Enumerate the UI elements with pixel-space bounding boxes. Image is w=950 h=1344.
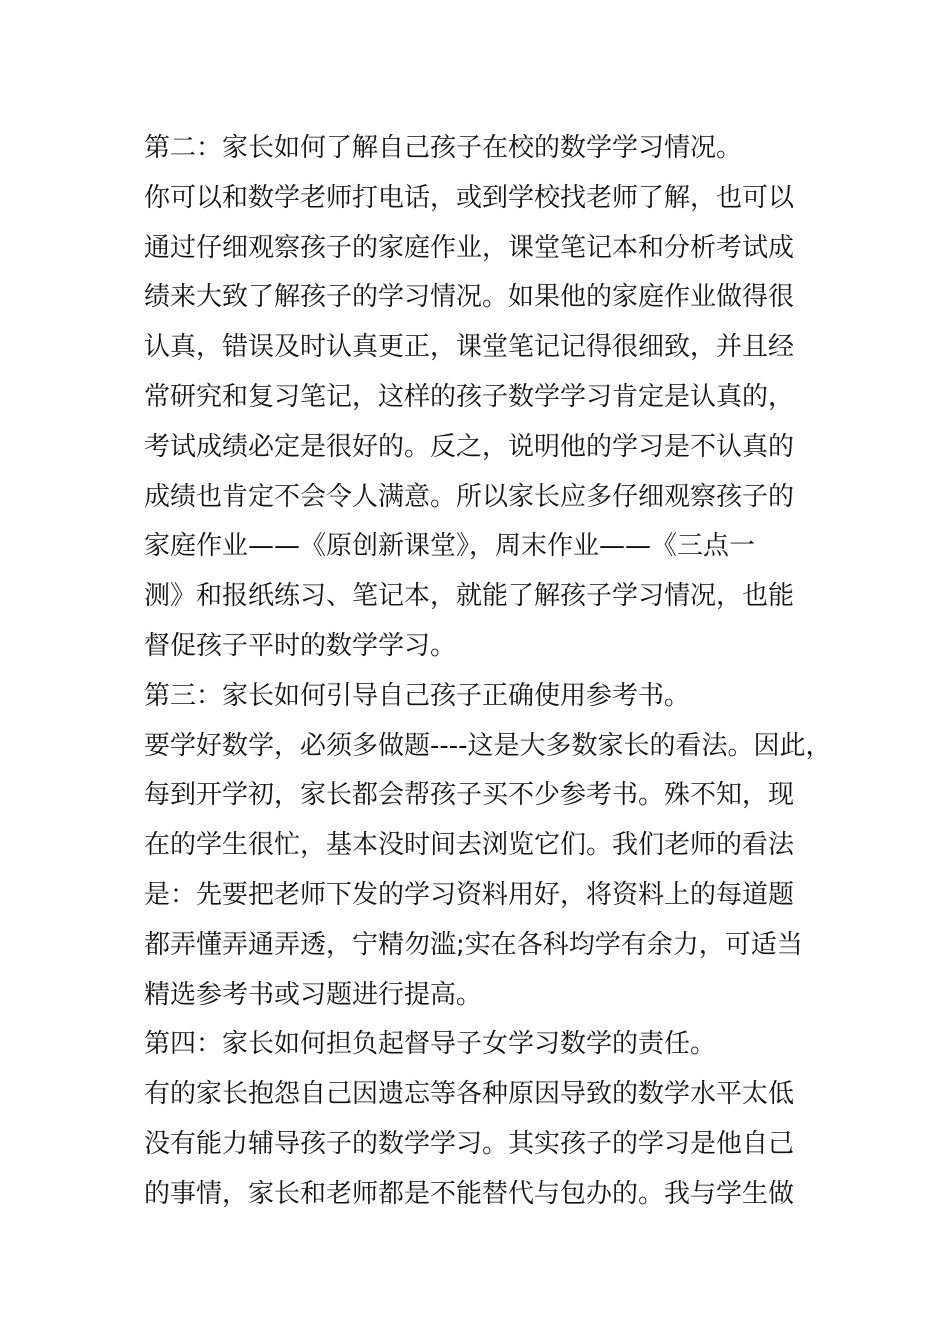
text-line: 要学好数学，必须多做题----这是大多数家长的看法。因此， bbox=[144, 730, 832, 761]
text-line: 认真，错误及时认真更正，课堂笔记记得很细致，并且经 bbox=[144, 332, 795, 363]
text-line: 都弄懂弄通弄透，宁精勿滥;实在各科均学有余力，可适当 bbox=[144, 929, 803, 960]
text-line: 督促孩子平时的数学学习。 bbox=[144, 630, 457, 661]
text-line-heading-3: 第三：家长如何引导自己孩子正确使用参考书。 bbox=[144, 680, 691, 711]
text-line: 每到开学初，家长都会帮孩子买不少参考书。殊不知，现 bbox=[144, 780, 795, 811]
text-line: 成绩也肯定不会令人满意。所以家长应多仔细观察孩子的 bbox=[144, 481, 795, 512]
text-line: 精选参考书或习题进行提高。 bbox=[144, 979, 483, 1010]
text-line: 常研究和复习笔记，这样的孩子数学学习肯定是认真的， bbox=[144, 381, 795, 412]
text-line: 家庭作业——《原创新课堂》，周末作业——《三点一 bbox=[144, 531, 756, 562]
text-line: 测》和报纸练习、笔记本，就能了解孩子学习情况，也能 bbox=[144, 581, 795, 612]
text-line-heading-2: 第二：家长如何了解自己孩子在校的数学学习情况。 bbox=[144, 133, 743, 163]
text-line: 没有能力辅导孩子的数学学习。其实孩子的学习是他自己 bbox=[144, 1128, 795, 1159]
text-line: 有的家长抱怨自己因遗忘等各种原因导致的数学水平太低 bbox=[144, 1079, 795, 1110]
text-line: 在的学生很忙，基本没时间去浏览它们。我们老师的看法 bbox=[144, 830, 795, 861]
text-line: 的事情，家长和老师都是不能替代与包办的。我与学生做 bbox=[144, 1178, 795, 1209]
text-line-heading-4: 第四：家长如何担负起督导子女学习数学的责任。 bbox=[144, 1029, 717, 1060]
text-line: 考试成绩必定是很好的。反之，说明他的学习是不认真的 bbox=[144, 431, 795, 462]
text-line: 你可以和数学老师打电话，或到学校找老师了解，也可以 bbox=[144, 182, 795, 213]
text-line: 绩来大致了解孩子的学习情况。如果他的家庭作业做得很 bbox=[144, 282, 795, 313]
text-line: 是：先要把老师下发的学习资料用好，将资料上的每道题 bbox=[144, 879, 795, 910]
text-line: 通过仔细观察孩子的家庭作业，课堂笔记本和分析考试成 bbox=[144, 232, 795, 263]
document-body bbox=[144, 124, 844, 1220]
